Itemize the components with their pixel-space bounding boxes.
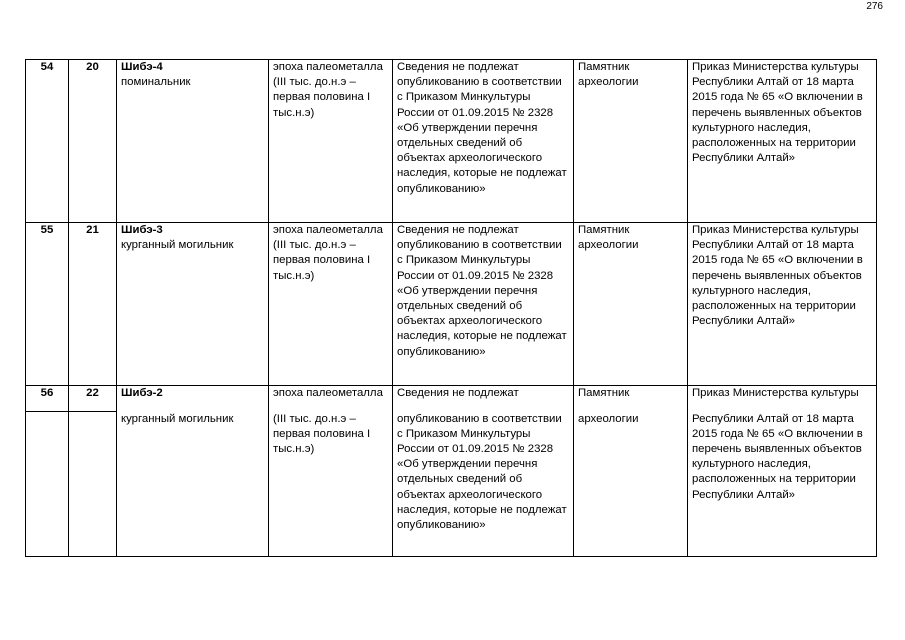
object-name: Шибэ-2 xyxy=(121,387,163,399)
heritage-objects-table xyxy=(25,59,877,557)
object-type: курганный могильник xyxy=(121,239,234,252)
row-number: 55 xyxy=(26,223,69,386)
category-cell: Памятник xyxy=(574,386,688,412)
publicity-cell: Сведения не подлежат опубликованию в соответствии с Приказом Минкультуры России от 01.09.2015 № 2328 «Об утверждении перечня отдельных сведений об объектах археологического наследия, которые не подлежат опубликованию» xyxy=(393,60,574,223)
table-row-continued xyxy=(26,412,877,557)
object-type-cell xyxy=(117,412,269,557)
category-cell: Памятник археологии xyxy=(574,223,688,386)
document-cell: Приказ Министерства культуры Республики Алтай от 18 марта 2015 года № 65 «О включении в перечень выявленных объектов культурного наследия, расположенных на территории Республики Алтай» xyxy=(688,223,877,386)
object-number-empty xyxy=(69,412,117,557)
dating-cell: (III тыс. до.н.э – первая половина I тыс.н.э) xyxy=(269,412,393,557)
object-type: курганный могильник xyxy=(121,412,234,425)
category-cell: Памятник археологии xyxy=(574,60,688,223)
dating-cell: эпоха палеометалла xyxy=(269,386,393,412)
category-cell: археологии xyxy=(574,412,688,557)
row-number: 54 xyxy=(26,60,69,223)
object-type: поминальник xyxy=(121,76,191,89)
object-name: Шибэ-3 xyxy=(121,224,163,236)
document-cell: Республики Алтай от 18 марта 2015 года № 65 «О включении в перечень выявленных объектов культурного наследия, расположенных на территории Республики Алтай» xyxy=(688,412,877,557)
table-row xyxy=(26,223,877,386)
table-row xyxy=(26,60,877,223)
table-row xyxy=(26,386,877,412)
document-cell: Приказ Министерства культуры Республики Алтай от 18 марта 2015 года № 65 «О включении в перечень выявленных объектов культурного наследия, расположенных на территории Республики Алтай» xyxy=(688,60,877,223)
row-number-empty xyxy=(26,412,69,557)
object-name-cell xyxy=(117,223,269,386)
publicity-cell: Сведения не подлежат xyxy=(393,386,574,412)
object-number: 21 xyxy=(69,223,117,386)
dating-cell: эпоха палеометалла (III тыс. до.н.э – первая половина I тыс.н.э) xyxy=(269,223,393,386)
dating-cell: эпоха палеометалла (III тыс. до.н.э – первая половина I тыс.н.э) xyxy=(269,60,393,223)
object-name: Шибэ-4 xyxy=(121,61,163,73)
page-number: 276 xyxy=(866,1,883,12)
row-number: 56 xyxy=(26,386,69,412)
object-number: 20 xyxy=(69,60,117,223)
publicity-cell: опубликованию в соответствии с Приказом Минкультуры России от 01.09.2015 № 2328 «Об утверждении перечня отдельных сведений об объектах археологического наследия, которые не подлежат опубликованию» xyxy=(393,412,574,557)
publicity-cell: Сведения не подлежат опубликованию в соответствии с Приказом Минкультуры России от 01.09.2015 № 2328 «Об утверждении перечня отдельных сведений об объектах археологического наследия, которые не подлежат опубликованию» xyxy=(393,223,574,386)
document-cell: Приказ Министерства культуры xyxy=(688,386,877,412)
object-name-cell xyxy=(117,60,269,223)
object-number: 22 xyxy=(69,386,117,412)
object-name-cell xyxy=(117,386,269,412)
